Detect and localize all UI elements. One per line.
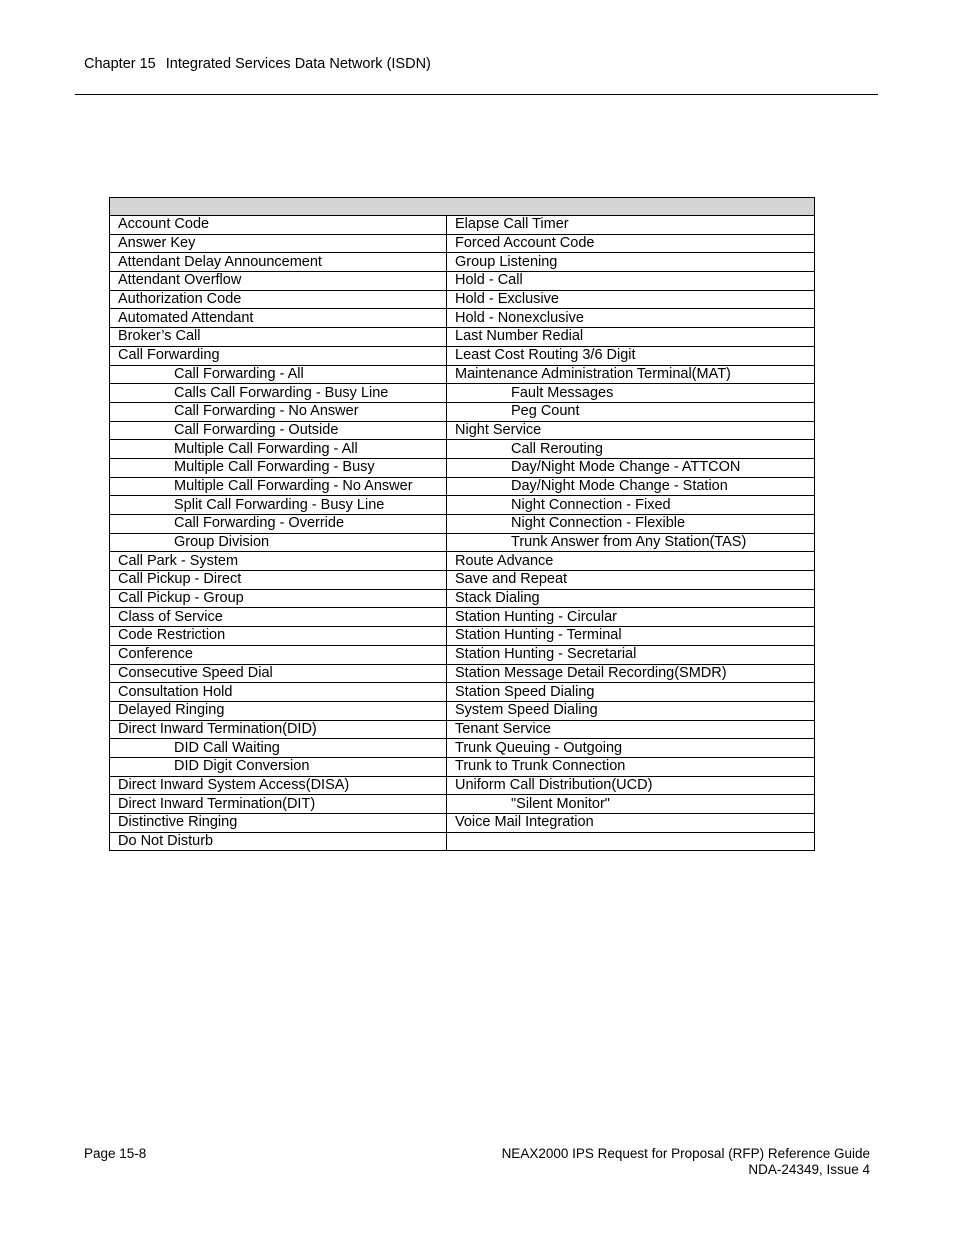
table-row <box>110 402 815 421</box>
feature-cell-left: Consecutive Speed Dial <box>110 664 447 683</box>
chapter-number: Chapter 15 <box>84 56 156 72</box>
feature-cell-right: Station Hunting - Secretarial <box>447 645 815 664</box>
table-row <box>110 515 815 534</box>
table-row <box>110 571 815 590</box>
table-row <box>110 776 815 795</box>
feature-cell-left: Call Forwarding - No Answer <box>110 402 447 421</box>
table-row <box>110 234 815 253</box>
table-row <box>110 608 815 627</box>
table-row <box>110 701 815 720</box>
table-row <box>110 253 815 272</box>
feature-cell-right: Trunk Answer from Any Station(TAS) <box>447 533 815 552</box>
feature-cell-left: Call Pickup - Direct <box>110 571 447 590</box>
feature-cell-left: Conference <box>110 645 447 664</box>
page-number: Page 15-8 <box>84 1146 147 1161</box>
feature-cell-right <box>447 832 815 851</box>
feature-cell-left: Call Forwarding <box>110 346 447 365</box>
table-row <box>110 421 815 440</box>
feature-cell-right: Maintenance Administration Terminal(MAT) <box>447 365 815 384</box>
feature-cell-left: DID Digit Conversion <box>110 757 447 776</box>
table-row <box>110 458 815 477</box>
table-row <box>110 627 815 646</box>
feature-cell-left: Split Call Forwarding - Busy Line <box>110 496 447 515</box>
feature-cell-right: Station Hunting - Terminal <box>447 627 815 646</box>
feature-cell-left: Account Code <box>110 216 447 235</box>
table-row <box>110 477 815 496</box>
feature-cell-left: Code Restriction <box>110 627 447 646</box>
table-row <box>110 814 815 833</box>
feature-cell-right: Day/Night Mode Change - ATTCON <box>447 458 815 477</box>
feature-cell-left: Direct Inward System Access(DISA) <box>110 776 447 795</box>
feature-cell-right: Fault Messages <box>447 384 815 403</box>
chapter-title: Integrated Services Data Network (ISDN) <box>165 56 431 72</box>
feature-cell-right: Uniform Call Distribution(UCD) <box>447 776 815 795</box>
document-id: NDA-24349, Issue 4 <box>748 1162 870 1177</box>
table-row <box>110 683 815 702</box>
feature-cell-right: Call Rerouting <box>447 440 815 459</box>
table-row <box>110 757 815 776</box>
feature-cell-left: Calls Call Forwarding - Busy Line <box>110 384 447 403</box>
table-row <box>110 533 815 552</box>
feature-cell-right: Day/Night Mode Change - Station <box>447 477 815 496</box>
feature-cell-right: "Silent Monitor" <box>447 795 815 814</box>
feature-cell-left: Authorization Code <box>110 290 447 309</box>
feature-cell-left: Broker’s Call <box>110 328 447 347</box>
feature-cell-right: Trunk Queuing - Outgoing <box>447 739 815 758</box>
feature-cell-left: Call Forwarding - All <box>110 365 447 384</box>
table-row <box>110 346 815 365</box>
page-footer <box>502 1146 870 1178</box>
feature-cell-left: Group Division <box>110 533 447 552</box>
feature-cell-right: Hold - Call <box>447 272 815 291</box>
table-row <box>110 589 815 608</box>
feature-cell-right: Stack Dialing <box>447 589 815 608</box>
feature-cell-right: Voice Mail Integration <box>447 814 815 833</box>
feature-cell-right: Last Number Redial <box>447 328 815 347</box>
feature-cell-left: Automated Attendant <box>110 309 447 328</box>
feature-cell-right: Tenant Service <box>447 720 815 739</box>
header-divider <box>75 94 878 95</box>
feature-cell-left: Multiple Call Forwarding - Busy <box>110 458 447 477</box>
feature-cell-left: Do Not Disturb <box>110 832 447 851</box>
feature-cell-left: Class of Service <box>110 608 447 627</box>
table-row <box>110 328 815 347</box>
feature-cell-left: Call Park - System <box>110 552 447 571</box>
table-row <box>110 720 815 739</box>
table-row <box>110 739 815 758</box>
table-row <box>110 552 815 571</box>
feature-cell-left: Direct Inward Termination(DID) <box>110 720 447 739</box>
table-row <box>110 832 815 851</box>
feature-cell-right: Forced Account Code <box>447 234 815 253</box>
guide-title: NEAX2000 IPS Request for Proposal (RFP) Reference Guide <box>501 1146 870 1161</box>
feature-cell-right: System Speed Dialing <box>447 701 815 720</box>
page-header <box>84 56 431 72</box>
feature-cell-right: Night Connection - Flexible <box>447 515 815 534</box>
feature-table <box>109 197 815 851</box>
table-row <box>110 664 815 683</box>
feature-cell-right: Route Advance <box>447 552 815 571</box>
feature-cell-right: Save and Repeat <box>447 571 815 590</box>
table-row <box>110 496 815 515</box>
feature-cell-right: Trunk to Trunk Connection <box>447 757 815 776</box>
feature-table-body <box>110 198 815 851</box>
feature-cell-left: Multiple Call Forwarding - No Answer <box>110 477 447 496</box>
table-row <box>110 290 815 309</box>
feature-cell-left: Answer Key <box>110 234 447 253</box>
table-row <box>110 309 815 328</box>
feature-cell-right: Group Listening <box>447 253 815 272</box>
feature-cell-left: Multiple Call Forwarding - All <box>110 440 447 459</box>
feature-cell-left: Attendant Overflow <box>110 272 447 291</box>
table-row <box>110 365 815 384</box>
feature-cell-right: Hold - Nonexclusive <box>447 309 815 328</box>
table-row <box>110 216 815 235</box>
feature-cell-left: Call Pickup - Group <box>110 589 447 608</box>
table-row <box>110 645 815 664</box>
feature-cell-right: Night Service <box>447 421 815 440</box>
feature-cell-left: Attendant Delay Announcement <box>110 253 447 272</box>
feature-cell-right: Peg Count <box>447 402 815 421</box>
feature-cell-right: Least Cost Routing 3/6 Digit <box>447 346 815 365</box>
feature-cell-left: Call Forwarding - Outside <box>110 421 447 440</box>
feature-cell-left: Direct Inward Termination(DIT) <box>110 795 447 814</box>
feature-cell-left: Call Forwarding - Override <box>110 515 447 534</box>
table-row <box>110 795 815 814</box>
table-banner-row <box>110 198 815 216</box>
table-row <box>110 440 815 459</box>
table-row <box>110 272 815 291</box>
feature-cell-right: Elapse Call Timer <box>447 216 815 235</box>
feature-cell-right: Night Connection - Fixed <box>447 496 815 515</box>
feature-cell-left: Consultation Hold <box>110 683 447 702</box>
feature-cell-left: Distinctive Ringing <box>110 814 447 833</box>
feature-cell-right: Station Message Detail Recording(SMDR) <box>447 664 815 683</box>
feature-cell-left: Delayed Ringing <box>110 701 447 720</box>
feature-cell-right: Hold - Exclusive <box>447 290 815 309</box>
table-row <box>110 384 815 403</box>
feature-cell-right: Station Hunting - Circular <box>447 608 815 627</box>
feature-cell-left: DID Call Waiting <box>110 739 447 758</box>
table-banner <box>110 198 815 216</box>
feature-cell-right: Station Speed Dialing <box>447 683 815 702</box>
